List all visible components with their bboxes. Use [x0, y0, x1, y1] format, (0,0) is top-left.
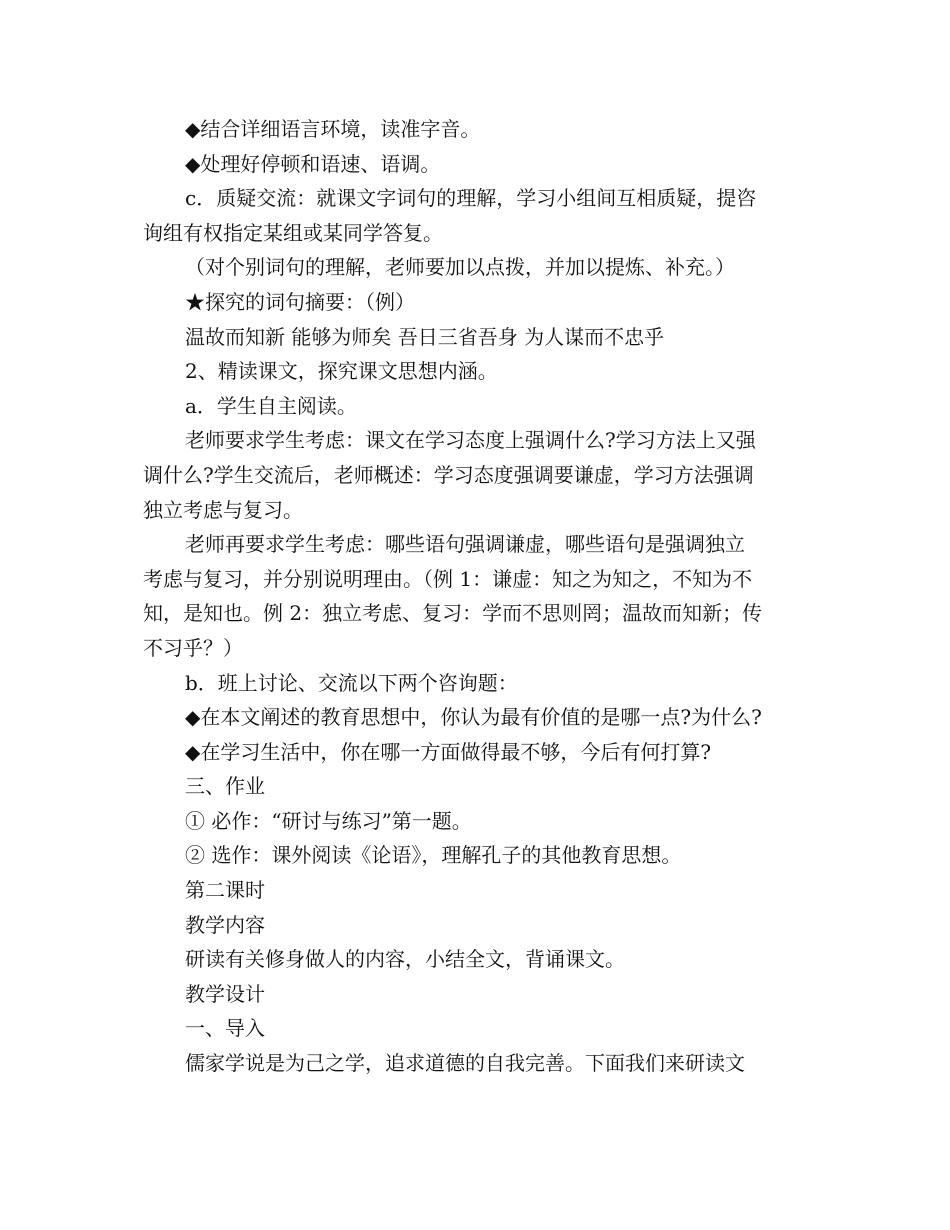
text-line: 老师再要求学生考虑：哪些语句强调谦虚，哪些语句是强调独立 — [185, 532, 745, 557]
text-line: 2、精读课文，探究课文思想内涵。 — [185, 359, 498, 384]
text-line: ② 选作：课外阅读《论语》，理解孔子的其他教育思想。 — [185, 843, 682, 868]
text-line: a．学生自主阅读。 — [185, 393, 357, 418]
text-line: 三、作业 — [185, 774, 265, 799]
text-line: （对个别词句的理解，老师要加以点拨，并加以提炼、补充。） — [185, 255, 735, 280]
document-body — [143, 112, 813, 1081]
text-line: 温故而知新 能够为师矣 吾日三省吾身 为人谋而不忠乎 — [185, 324, 665, 349]
text-line: 知，是知也。例 2：独立考虑、复习：学而不思则罔；温故而知新；传 — [143, 601, 763, 626]
text-line: ◆结合详细语言环境，读准字音。 — [185, 117, 481, 141]
text-line: 老师要求学生考虑：课文在学习态度上强调什么?学习方法上又强 — [185, 428, 756, 453]
text-line: ◆在本文阐述的教育思想中，你认为最有价值的是哪一点?为什么? — [185, 705, 762, 730]
text-line: 教学内容 — [185, 912, 265, 937]
text-line: 调什么?学生交流后，老师概述：学习态度强调要谦虚，学习方法强调 — [143, 462, 754, 487]
text-line: 一、导入 — [185, 1016, 265, 1041]
text-line: 不习乎？） — [143, 635, 243, 660]
text-line: 询组有权指定某组或某同学答复。 — [143, 220, 443, 245]
text-line: 考虑与复习，并分别说明理由。（例 1：谦虚：知之为知之，不知为不 — [143, 566, 753, 591]
text-line: 儒家学说是为己之学，追求道德的自我完善。下面我们来研读文 — [185, 1051, 745, 1076]
text-line: ★探究的词句摘要：（例） — [185, 289, 415, 314]
text-line: c．质疑交流：就课文字词句的理解，学习小组间互相质疑，提咨 — [185, 186, 757, 211]
text-line: ◆在学习生活中，你在哪一方面做得最不够，今后有何打算? — [185, 739, 712, 764]
text-line: 独立考虑与复习。 — [143, 497, 303, 522]
text-line: b．班上讨论、交流以下两个咨询题： — [185, 670, 518, 695]
text-line: 教学设计 — [185, 981, 265, 1006]
text-line: 第二课时 — [185, 878, 265, 903]
text-line: ◆处理好停顿和语速、语调。 — [185, 151, 441, 176]
text-line: 研读有关修身做人的内容，小结全文，背诵课文。 — [185, 947, 625, 972]
text-line: ① 必作：“研讨与练习”第一题。 — [185, 808, 472, 833]
